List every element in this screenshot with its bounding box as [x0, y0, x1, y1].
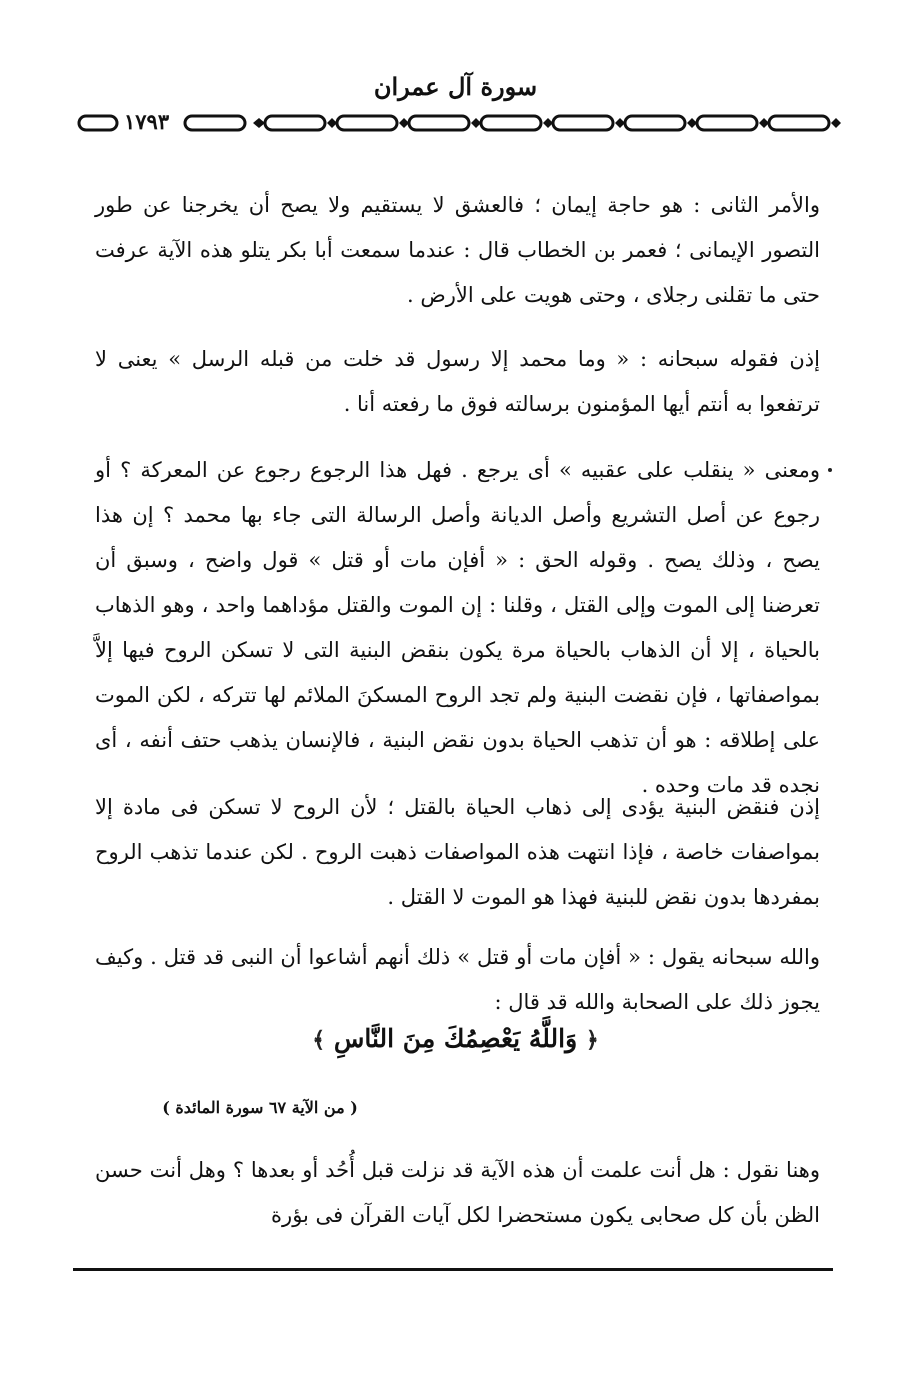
paragraph-3: ومعنى « ينقلب على عقبيه » أى يرجع . فهل هذا الرجوع رجوع عن المعركة ؟ أو رجوع عن أصل التشريع وأصل الديانة وأصل الرسالة التى جاء بها محمد ؟ إن هذا يصح ، وذلك يصح . وقوله الحق : « أفإن مات أو قتل » قول واضح ، وسبق أن تعرضنا إلى الموت وإلى القتل ، وقلنا : إن الموت والقتل مؤداهما واحد ، وهو الذهاب بالحياة ، إلا أن الذهاب بالحياة مرة يكون بنقض البنية التى لا تسكن الروح فيها إلاَّ بمواصفاتها ، فإن نقضت البنية ولم تجد الروح المسكنَ الملائم لها تتركه ، لكن الموت على إطلاقه : هو أن تذهب الحياة بدون نقض البنية ، فالإنسان يذهب حتف أنفه ، أى نجده قد مات وحده . — [95, 458, 820, 797]
paragraph-4: إذن فنقض البنية يؤدى إلى ذهاب الحياة بالقتل ؛ لأن الروح لا تسكن فى مادة إلا بمواصفات خاصة ، فإذا انتهت هذه المواصفات ذهبت الروح . لكن عندما تذهب الروح بمفردها بدون نقض للبنية فهذا هو الموت لا القتل . — [95, 795, 820, 909]
verse-bracket-open: ﴿ — [585, 1027, 599, 1053]
verse-text: وَاللَّهُ يَعْصِمُكَ مِنَ النَّاسِ — [333, 1024, 578, 1053]
verse-reference: ( من الآية ٦٧ سورة المائدة ) — [162, 1098, 358, 1117]
margin-dot — [828, 468, 832, 472]
paragraph-2: إذن فقوله سبحانه : « وما محمد إلا رسول قد خلت من قبله الرسل » يعنى لا ترتفعوا به أنتم أيها المؤمنون برسالته فوق ما رفعته أنا . — [95, 347, 820, 416]
bottom-rule — [73, 1268, 833, 1271]
verse-bracket-close: ﴾ — [312, 1027, 326, 1053]
surah-title: سورة آل عمران — [373, 72, 538, 101]
ornamental-border — [75, 110, 845, 136]
paragraph-1: والأمر الثانى : هو حاجة إيمان ؛ فالعشق لا يستقيم ولا يصح أن يخرجنا عن طور التصور الإيمانى ؛ فعمر بن الخطاب قال : عندما سمعت أبا بكر يتلو هذه الآية عرفت حتى ما تقلنى رجلاى ، وحتى هويت على الأرض . — [95, 193, 821, 307]
paragraph-6: وهنا نقول : هل أنت علمت أن هذه الآية قد نزلت قبل أُحُد أو بعدها ؟ وهل أنت حسن الظن بأن كل صحابى يكون مستحضرا لكل آيات القرآن فى بؤرة — [95, 1158, 820, 1227]
page-number: ١٧٩٣ — [120, 109, 173, 134]
quran-verse — [0, 1024, 911, 1053]
paragraph-5: والله سبحانه يقول : « أفإن مات أو قتل » ذلك أنهم أشاعوا أن النبى قد قتل . وكيف يجوز ذلك على الصحابة والله قد قال : — [95, 945, 820, 1014]
